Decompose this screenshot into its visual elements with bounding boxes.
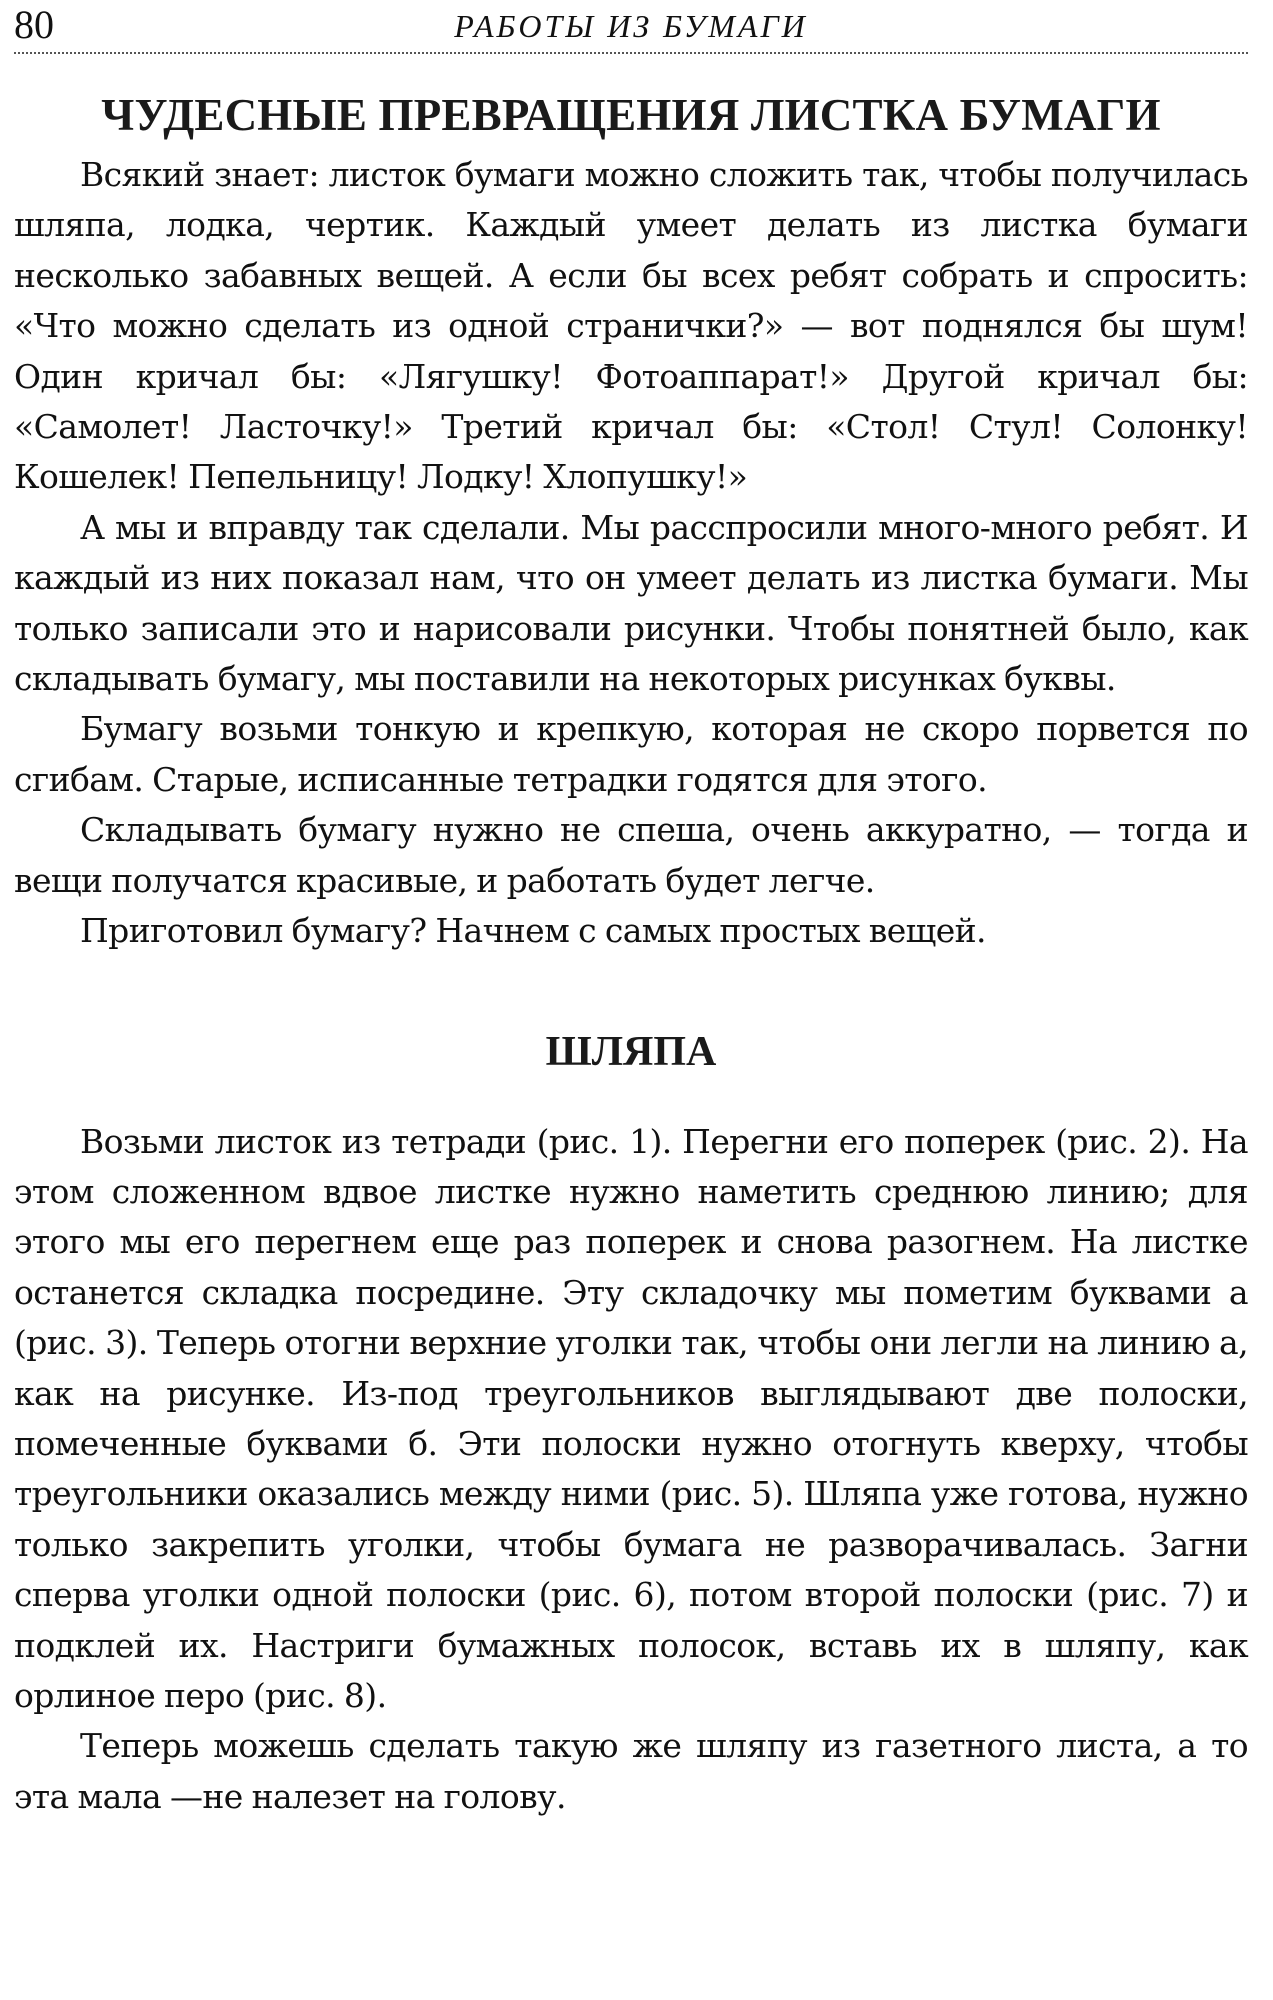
section-title: ЧУДЕСНЫЕ ПРЕВРАЩЕНИЯ ЛИСТКА БУМАГИ — [101, 90, 1161, 140]
section-body — [14, 150, 1248, 957]
section-title: ШЛЯПА — [545, 1028, 717, 1075]
section-hat — [14, 1025, 1248, 1823]
running-title: РАБОТЫ ИЗ БУМАГИ — [454, 8, 808, 44]
paragraph: Приготовил бумагу? Начнем с самых простых вещей. — [80, 911, 986, 951]
paragraph: Бумагу возьми тонкую и крепкую, которая не скоро порвется по сгибам. Старые, исписанные тетрадки годятся для этого. — [14, 709, 1248, 799]
paragraph: Теперь можешь сделать такую же шляпу из газетного листа, а то эта мала —не налезет на голову. — [14, 1726, 1248, 1816]
paragraph: Всякий знает: листок бумаги можно сложить так, чтобы получилась шляпа, лодка, чертик. Каждый умеет делать из листка бумаги несколько забавных вещей. А если бы всех ребят собрать и спросить: «Что можно сделать из одной странички?» — вот поднялся бы шум! Один кричал бы: «Лягушку! Фотоаппарат!» Другой кричал бы: «Самолет! Ласточку!» Третий кричал бы: «Стол! Стул! Солонку! Кошелек! Пепельницу! Лодку! Хлопушку!» — [14, 155, 1248, 497]
paragraph: Складывать бумагу нужно не спеша, очень аккуратно, — тогда и вещи получатся красивые, и работать будет легче. — [14, 810, 1248, 900]
paragraph: Возьми листок из тетради (рис. 1). Перегни его поперек (рис. 2). На этом сложенном вдвое листке нужно наметить среднюю линию; для этого мы его перегнем еще раз поперек и снова разогнем. На листке останется складка посредине. Эту складочку мы пометим буквами а (рис. 3). Теперь отогни верхние уголки так, чтобы они легли на линию а, как на рисунке. Из-под треугольников выглядывают две полоски, помеченные буквами б. Эти полоски нужно отогнуть кверху, чтобы треугольники оказались между ними (рис. 5). Шляпа уже готова, нужно только закрепить уголки, чтобы бумага не разворачивалась. Загни сперва уголки одной полоски (рис. 6), потом второй полоски (рис. 7) и подклей их. Настриги бумажных полосок, вставь их в шляпу, как орлиное перо (рис. 8). — [14, 1121, 1248, 1715]
section-body — [14, 1117, 1248, 1823]
book-page — [14, 0, 1248, 2000]
running-header — [14, 0, 1248, 54]
section-paper-transformations — [14, 88, 1248, 957]
page-number: 80 — [14, 2, 54, 47]
paragraph: А мы и вправду так сделали. Мы расспросили много-много ребят. И каждый из них показал нам, что он умеет делать из листка бумаги. Мы только записали это и нарисовали рисунки. Чтобы понятней было, как складывать бумагу, мы поставили на некоторых рисунках буквы. — [14, 507, 1248, 699]
